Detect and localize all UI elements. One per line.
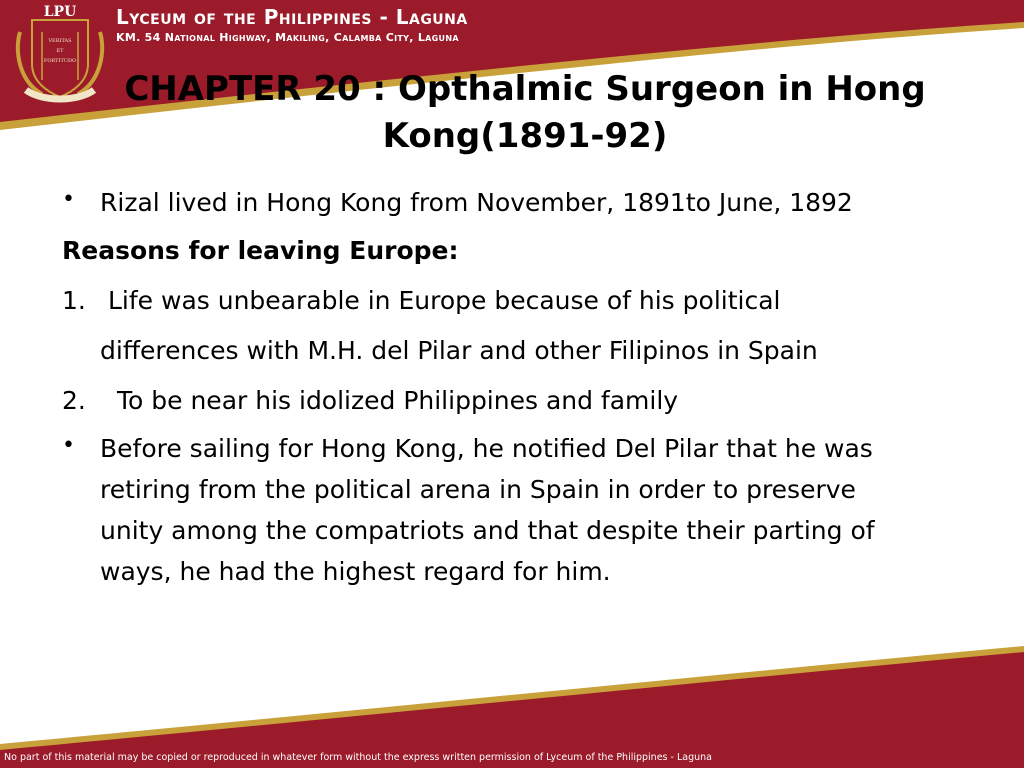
school-address: KM. 54 National Highway, Makiling, Calamba City, Laguna <box>116 31 459 44</box>
reasons-heading: Reasons for leaving Europe: <box>62 236 459 265</box>
school-name: Lyceum of the Philippines - Laguna <box>116 5 468 29</box>
svg-text:FORTITUDO: FORTITUDO <box>43 58 77 64</box>
footer-banner <box>0 640 1024 768</box>
copyright-notice: No part of this material may be copied or reproduced in whatever form without the express written permission of Lyceum of the Philippines - Laguna <box>4 752 712 763</box>
bullet-text-line: ways, he had the highest regard for him. <box>100 557 611 586</box>
bullet-marker: • <box>62 433 75 458</box>
list-item-text-continuation: differences with M.H. del Pilar and other Filipinos in Spain <box>100 336 818 365</box>
svg-text:VERITAS: VERITAS <box>48 38 72 44</box>
list-number: 2. <box>62 386 86 415</box>
list-number: 1. <box>62 286 86 315</box>
slide-title <box>95 66 955 160</box>
bullet-text: Rizal lived in Hong Kong from November, 1891to June, 1892 <box>100 188 853 217</box>
bullet-text-line: Before sailing for Hong Kong, he notified Del Pilar that he was <box>100 434 873 463</box>
list-item-text: To be near his idolized Philippines and family <box>117 386 679 415</box>
slide-title-line-1: CHAPTER 20 : Opthalmic Surgeon in Hong <box>124 69 926 109</box>
svg-text:ET: ET <box>56 48 64 54</box>
bullet-text-line: unity among the compatriots and that despite their parting of <box>100 516 875 545</box>
bullet-marker: • <box>62 187 75 212</box>
list-item-text: Life was unbearable in Europe because of his political <box>108 286 781 315</box>
bullet-text-line: retiring from the political arena in Spain in order to preserve <box>100 475 856 504</box>
slide-title-line-2: Kong(1891-92) <box>382 116 668 156</box>
svg-text:LPU: LPU <box>43 4 77 20</box>
school-logo-icon <box>12 2 108 104</box>
